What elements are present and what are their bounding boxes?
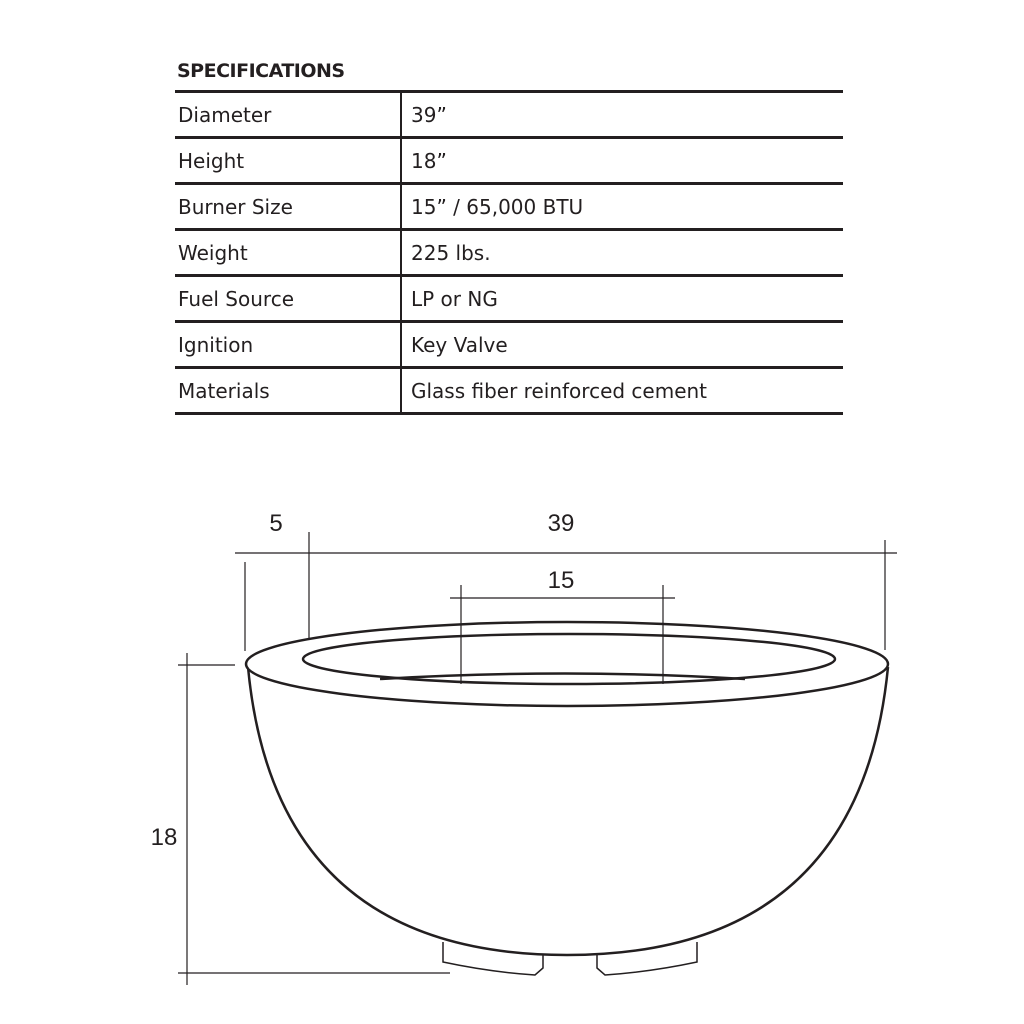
spec-label: Burner Size <box>175 184 401 230</box>
spec-value: LP or NG <box>401 276 843 322</box>
spec-value: 39” <box>401 92 843 138</box>
burner-label: 15 <box>547 567 575 594</box>
spec-label: Height <box>175 138 401 184</box>
spec-value: 225 lbs. <box>401 230 843 276</box>
spec-label: Fuel Source <box>175 276 401 322</box>
bowl-body <box>248 667 888 955</box>
spec-label: Materials <box>175 368 401 414</box>
bowl-drawing <box>246 622 888 975</box>
spec-value: 18” <box>401 138 843 184</box>
diameter-label: 39 <box>547 510 575 537</box>
spec-value: 15” / 65,000 BTU <box>401 184 843 230</box>
spec-label: Weight <box>175 230 401 276</box>
rim-width-label: 5 <box>269 510 283 537</box>
spec-label: Diameter <box>175 92 401 138</box>
specifications-title: SPECIFICATIONS <box>177 60 345 82</box>
spec-value: Glass fiber reinforced cement <box>401 368 843 414</box>
height-label: 18 <box>150 824 178 851</box>
spec-label: Ignition <box>175 322 401 368</box>
spec-value: Key Valve <box>401 322 843 368</box>
